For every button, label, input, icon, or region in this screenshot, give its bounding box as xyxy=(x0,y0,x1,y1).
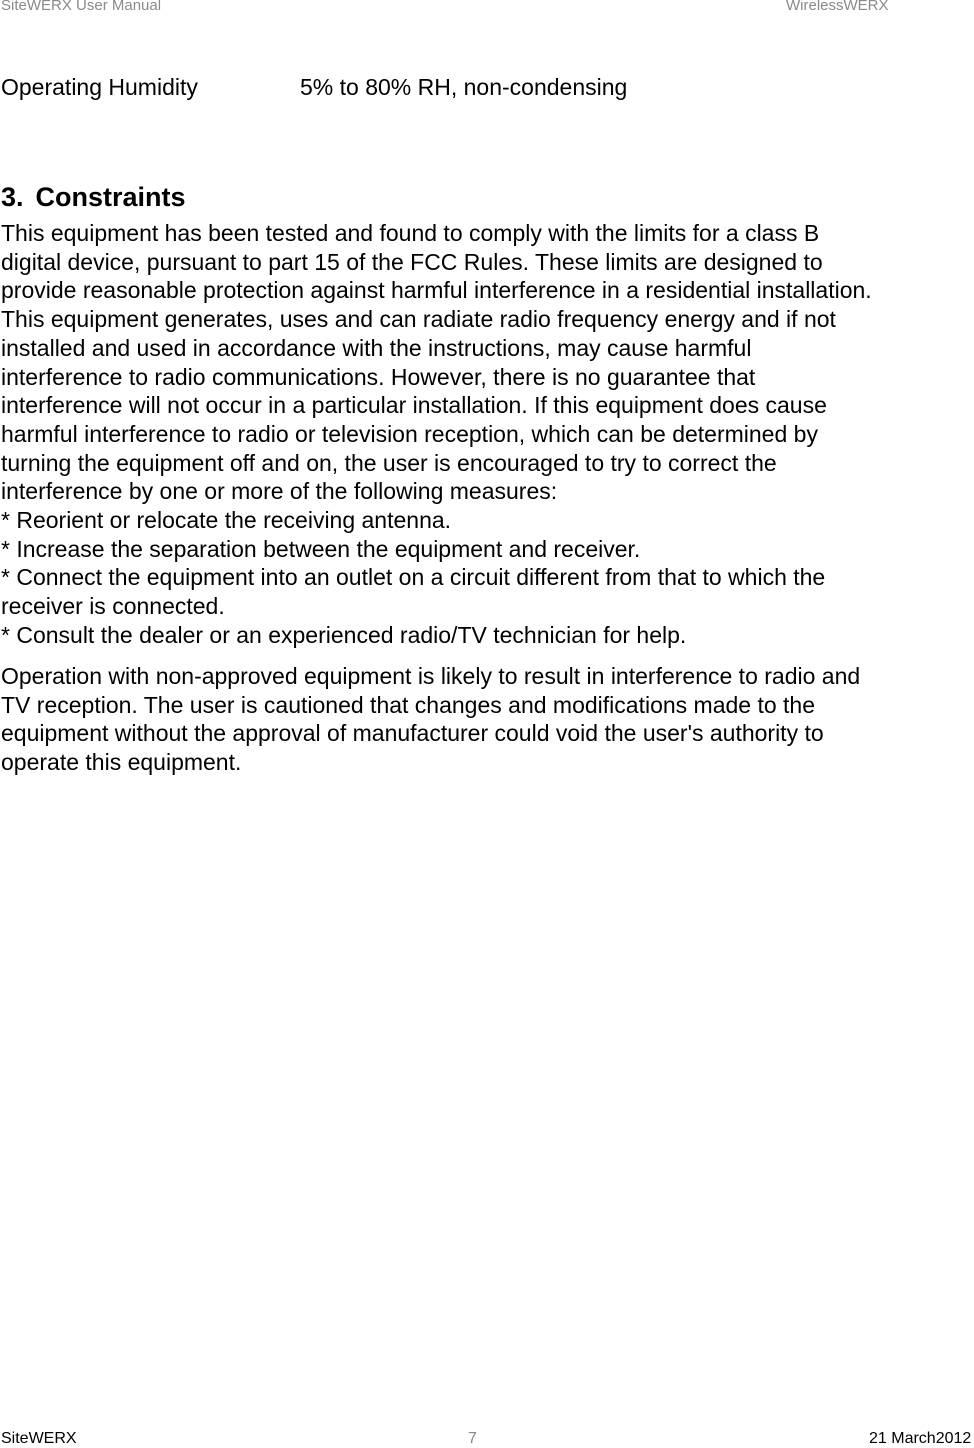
paragraph-line: interference will not occur in a particular installation. If this equipment does cause xyxy=(1,392,827,419)
measure-list-item: * Increase the separation between the equipment and receiver. xyxy=(1,535,641,562)
paragraph-line: installed and used in accordance with the instructions, may cause harmful xyxy=(1,334,752,361)
paragraph-line: digital device, pursuant to part 15 of the FCC Rules. These limits are designed to xyxy=(1,248,823,275)
paragraph-line: This equipment generates, uses and can radiate radio frequency energy and if not xyxy=(1,306,836,333)
paragraph-line: interference by one or more of the following measures: xyxy=(1,478,558,505)
header-company-name: WirelessWERX xyxy=(786,0,889,14)
fcc-compliance-paragraph xyxy=(1,219,966,650)
section-title: Constraints xyxy=(35,182,186,212)
footer-date: 21 March2012 xyxy=(869,1430,972,1447)
section-heading xyxy=(1,181,186,213)
measure-list-item: * Reorient or relocate the receiving antenna. xyxy=(1,507,452,534)
paragraph-line: Operation with non-approved equipment is likely to result in interference to radio and xyxy=(1,663,861,689)
measure-list-item: * Connect the equipment into an outlet on a circuit different from that to which the xyxy=(1,564,826,591)
paragraph-line: provide reasonable protection against harmful interference in a residential installation. xyxy=(1,277,872,304)
section-number: 3. xyxy=(1,182,24,212)
paragraph-line: operate this equipment. xyxy=(1,749,242,776)
header-document-title: SiteWERX User Manual xyxy=(1,0,162,14)
measure-list-item: * Consult the dealer or an experienced radio/TV technician for help. xyxy=(1,621,687,648)
paragraph-line: turning the equipment off and on, the user is encouraged to try to correct the xyxy=(1,449,777,476)
paragraph-line: interference to radio communications. However, there is no guarantee that xyxy=(1,363,756,390)
measure-list-item-continued: receiver is connected. xyxy=(1,593,225,620)
footer-page-number: 7 xyxy=(468,1430,477,1447)
footer-product-name: SiteWERX xyxy=(1,1430,77,1447)
spec-value: 5% to 80% RH, non-condensing xyxy=(300,74,628,100)
paragraph-line: This equipment has been tested and found to comply with the limits for a class B xyxy=(1,220,820,246)
modification-warning-paragraph xyxy=(1,662,966,777)
page-header xyxy=(0,0,974,16)
spec-label: Operating Humidity xyxy=(1,74,198,100)
paragraph-line: equipment without the approval of manufacturer could void the user's authority to xyxy=(1,720,824,747)
paragraph-line: TV reception. The user is cautioned that changes and modifications made to the xyxy=(1,691,816,718)
page-footer xyxy=(0,1430,974,1448)
paragraph-line: harmful interference to radio or television reception, which can be determined by xyxy=(1,420,818,447)
